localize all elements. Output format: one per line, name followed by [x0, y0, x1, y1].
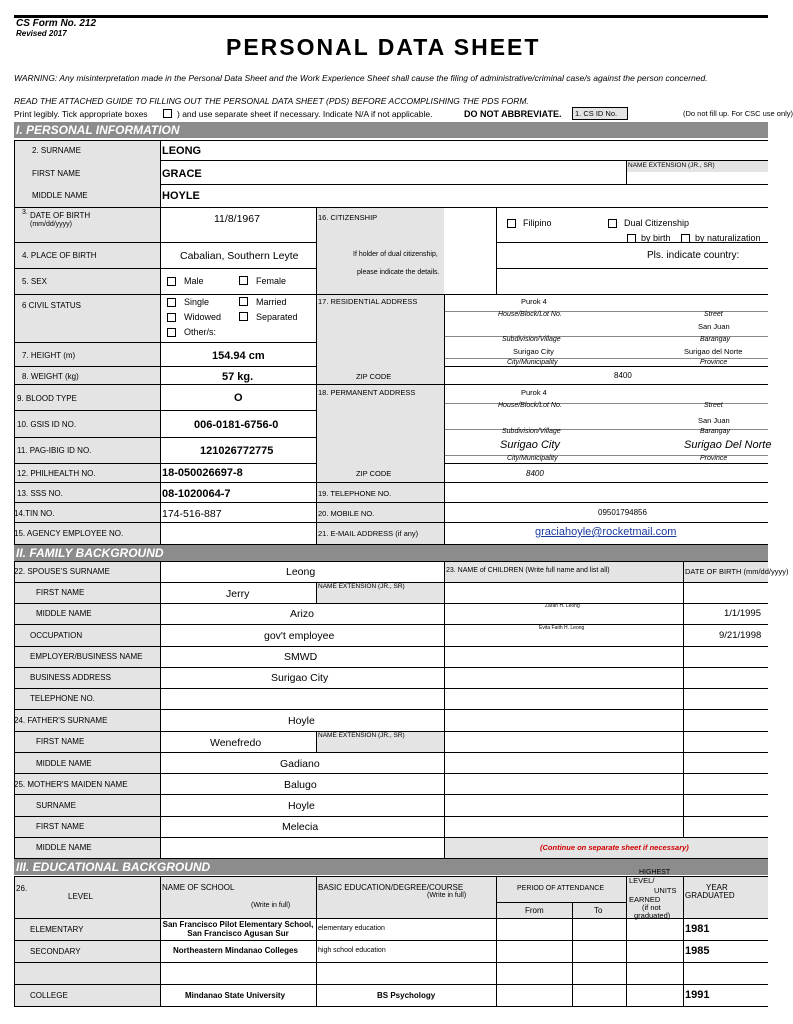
page-title: PERSONAL DATA SHEET: [226, 34, 541, 60]
section-personal-info: I. PERSONAL INFORMATION: [14, 122, 768, 138]
print-instruction-2: ) and use separate sheet if necessary. Indicate N/A if not applicable.: [177, 109, 433, 119]
mother-first-value: Melecia: [282, 821, 319, 833]
sex-label: 5. SEX: [22, 277, 47, 286]
edu-row-college-school: Mindanao State University: [185, 991, 286, 1000]
perm-zip-label: ZIP CODE: [356, 469, 392, 478]
edu-row-elementary-year: 1981: [685, 923, 710, 935]
father-middle-value: Gadiano: [280, 758, 320, 770]
edu-row-elementary-course: elementary education: [318, 925, 385, 932]
blood-type-label: 9. BLOOD TYPE: [17, 394, 77, 403]
dual-note-2: please indicate the details.: [357, 269, 440, 276]
edu-year-header-2: GRADUATED: [685, 891, 735, 900]
civil-single-label: Single: [184, 297, 210, 307]
cs-id-label: 1. CS ID No.: [575, 109, 618, 118]
pob-label: 4. PLACE OF BIRTH: [22, 251, 97, 260]
edu-course-sub: (Write in full): [427, 892, 467, 899]
perm-subd-caption: Subdivision/Village: [502, 428, 561, 435]
citizenship-filipino-checkbox[interactable]: [507, 219, 516, 228]
mother-maiden-label: 25. MOTHER'S MAIDEN NAME: [14, 780, 128, 789]
edu-units-header-2: LEVEL/: [629, 876, 655, 885]
dob-value: 11/8/1967: [214, 213, 260, 225]
perm-house-value: Purok 4: [521, 388, 547, 397]
tin-value: 174-516-887: [162, 508, 222, 520]
father-surname-label: 24. FATHER'S SURNAME: [14, 716, 108, 725]
res-address-label: 17. RESIDENTIAL ADDRESS: [318, 297, 418, 306]
res-house-value: Purok 4: [521, 297, 547, 306]
guide-text: READ THE ATTACHED GUIDE TO FILLING OUT THE PERSONAL DATA SHEET (PDS) BEFORE ACCOMPLISHING THE PDS FORM.: [14, 96, 529, 106]
spouse-surname-value: Leong: [286, 566, 316, 578]
occupation-label: OCCUPATION: [30, 631, 83, 640]
res-zip-label: ZIP CODE: [356, 372, 392, 381]
tick-sample-box: [163, 109, 172, 118]
edu-num: 26.: [16, 884, 28, 893]
middle-name-value: HOYLE: [162, 190, 200, 202]
gsis-label: 10. GSIS ID NO.: [17, 420, 77, 429]
tin-label: 14.TIN NO.: [14, 509, 55, 518]
civil-single-checkbox[interactable]: [167, 298, 176, 307]
spouse-surname-label: 22. SPOUSE'S SURNAME: [14, 567, 110, 576]
res-city-value: Surigao City: [513, 347, 554, 356]
children-header: 23. NAME of CHILDREN (Write full name and list all): [446, 567, 610, 574]
print-instruction: Print legibly. Tick appropriate boxes: [14, 109, 148, 119]
sss-label: 13. SSS NO.: [17, 489, 63, 498]
spouse-middle-label: MIDDLE NAME: [36, 609, 92, 618]
civil-status-label: 6 CIVIL STATUS: [22, 301, 81, 310]
res-city-caption: City/Municipality: [507, 359, 558, 366]
first-name-label: FIRST NAME: [32, 169, 81, 178]
perm-brgy-caption: Barangay: [700, 428, 730, 435]
business-address-label: BUSINESS ADDRESS: [30, 673, 111, 682]
edu-level-header: LEVEL: [68, 892, 93, 901]
height-value: 154.94 cm: [212, 350, 265, 362]
mother-middle-label: MIDDLE NAME: [36, 843, 92, 852]
by-birth-checkbox[interactable]: [627, 234, 636, 243]
edu-units-header-6: graduated): [634, 911, 671, 920]
civil-separated-label: Separated: [256, 312, 298, 322]
citizenship-filipino-label: Filipino: [523, 218, 552, 228]
philhealth-value: 18-050026697-8: [162, 467, 243, 479]
citizenship-dual-checkbox[interactable]: [608, 219, 617, 228]
father-first-label: FIRST NAME: [36, 737, 85, 746]
spouse-ext-label: NAME EXTENSION (JR., SR): [318, 583, 405, 590]
edu-from-header: From: [525, 906, 544, 915]
civil-married-label: Married: [256, 297, 287, 307]
res-subd-caption: Subdivision/Village: [502, 336, 561, 343]
edu-units-header-5: (if not: [642, 903, 661, 912]
cs-id-note: (Do not fill up. For CSC use only): [683, 109, 793, 118]
res-zip-value: 8400: [614, 371, 632, 380]
edu-units-header-1: HIGHEST: [639, 869, 671, 876]
sex-male-checkbox[interactable]: [167, 277, 176, 286]
employer-label: EMPLOYER/BUSINESS NAME: [30, 652, 143, 661]
perm-subd-value: San Juan: [698, 416, 730, 425]
by-naturalization-label: by naturalization: [695, 233, 761, 243]
edu-row-college-course: BS Psychology: [377, 991, 436, 1000]
first-name-value: GRACE: [162, 168, 202, 180]
child-2-name: Evita Faith H. Leong: [539, 625, 585, 631]
edu-row-college-year: 1991: [685, 989, 710, 1001]
pob-value: Cabalian, Southern Leyte: [180, 250, 299, 262]
child-2-dob: 9/21/1998: [719, 630, 762, 641]
mother-surname-value: Hoyle: [288, 800, 315, 812]
warning-text: WARNING: Any misinterpretation made in the Personal Data Sheet and the Work Experience Sheet shall cause the filing of administrative/criminal case/s against the person concerned.: [14, 73, 708, 83]
civil-separated-checkbox[interactable]: [239, 312, 248, 321]
spouse-first-label: FIRST NAME: [36, 588, 85, 597]
gsis-value: 006-0181-6756-0: [194, 419, 279, 431]
mother-first-label: FIRST NAME: [36, 822, 85, 831]
spouse-telephone-label: TELEPHONE NO.: [30, 694, 95, 703]
do-not-abbreviate: DO NOT ABBREVIATE.: [464, 109, 562, 119]
edu-school-header: NAME OF SCHOOL: [162, 883, 235, 892]
pagibig-value: 121026772775: [200, 445, 274, 457]
perm-city-caption: City/Municipality: [507, 455, 558, 462]
spouse-middle-value: Arizo: [290, 608, 314, 620]
citizenship-label: 16. CITIZENSHIP: [318, 213, 378, 222]
mother-surname-label: SURNAME: [36, 801, 77, 810]
sex-female-checkbox[interactable]: [239, 276, 248, 285]
form-id: CS Form No. 212: [16, 18, 97, 29]
father-middle-label: MIDDLE NAME: [36, 759, 92, 768]
res-province-caption: Province: [700, 359, 728, 366]
blood-type-value: O: [234, 392, 243, 404]
edu-row-college-level: COLLEGE: [30, 991, 68, 1000]
agency-no-label: 15. AGENCY EMPLOYEE NO.: [14, 529, 124, 538]
father-ext-label: NAME EXTENSION (JR., SR): [318, 732, 405, 739]
edu-row-elementary-school: San Francisco Pilot Elementary School, San Francisco Agusan Sur: [162, 920, 314, 938]
sex-male-label: Male: [184, 276, 204, 286]
civil-married-checkbox[interactable]: [239, 297, 248, 306]
email-label: 21. E-MAIL ADDRESS (if any): [318, 529, 419, 538]
spouse-first-value: Jerry: [226, 588, 250, 600]
edu-row-secondary-year: 1985: [685, 945, 710, 957]
by-naturalization-checkbox[interactable]: [681, 234, 690, 243]
indicate-country: Pls. indicate country:: [647, 250, 740, 261]
name-ext-label: NAME EXTENSION (JR., SR): [628, 162, 715, 169]
perm-house-caption: House/Block/Lot No.: [498, 402, 562, 409]
by-birth-label: by birth: [641, 233, 671, 243]
civil-others-label: Other/s:: [184, 327, 217, 337]
occupation-value: gov't employee: [264, 630, 335, 642]
perm-city-value: Surigao City: [500, 439, 560, 451]
edu-units-header-4: EARNED: [629, 895, 661, 904]
section-family-background: II. FAMILY BACKGROUND: [14, 545, 768, 561]
child-1-dob: 1/1/1995: [724, 608, 761, 619]
dob-format: (mm/dd/yyyy): [30, 221, 72, 228]
pagibig-label: 11. PAG-IBIG ID NO.: [17, 446, 92, 455]
dob-label: DATE OF BIRTH: [30, 211, 91, 220]
height-label: 7. HEIGHT (m): [22, 351, 76, 360]
telephone-label: 19. TELEPHONE NO.: [318, 489, 392, 498]
mother-maiden-value: Balugo: [284, 779, 317, 791]
perm-province-caption: Province: [700, 455, 728, 462]
employer-value: SMWD: [284, 651, 318, 663]
perm-street-caption: Street: [704, 402, 723, 409]
continue-note: (Continue on separate sheet if necessary): [540, 843, 689, 852]
surname-value: LEONG: [162, 145, 202, 157]
children-dob-header: DATE OF BIRTH (mm/dd/yyyy): [685, 567, 789, 576]
weight-label: 8. WEIGHT (kg): [22, 372, 79, 381]
res-subd-value: San Juan: [698, 322, 730, 331]
father-first-value: Wenefredo: [210, 737, 262, 749]
form-revised: Revised 2017: [16, 29, 67, 38]
father-surname-value: Hoyle: [288, 715, 315, 727]
weight-value: 57 kg.: [222, 371, 254, 383]
mobile-value: 09501794856: [598, 508, 647, 517]
civil-widowed-label: Widowed: [184, 312, 222, 322]
res-street-caption: Street: [704, 311, 723, 318]
edu-year-header-1: YEAR: [706, 883, 728, 892]
middle-name-label: MIDDLE NAME: [32, 191, 88, 200]
sex-female-label: Female: [256, 276, 287, 286]
citizenship-dual-label: Dual Citizenship: [624, 218, 690, 228]
top-border: [14, 15, 768, 18]
dob-num: 3.: [22, 209, 28, 216]
section-educational-background: III. EDUCATIONAL BACKGROUND: [14, 859, 768, 875]
business-address-value: Surigao City: [271, 672, 329, 684]
edu-row-secondary-level: SECONDARY: [30, 947, 81, 956]
edu-period-header: PERIOD OF ATTENDANCE: [517, 885, 604, 892]
sss-value: 08-1020064-7: [162, 488, 231, 500]
res-house-caption: House/Block/Lot No.: [498, 311, 562, 318]
philhealth-label: 12. PHILHEALTH NO.: [17, 469, 96, 478]
dual-note-1: If holder of dual citizenship,: [353, 251, 438, 258]
perm-zip-value: 8400: [526, 469, 544, 478]
child-1-name: Zarah H. Leong: [545, 603, 580, 609]
perm-province-value: Surigao Del Norte: [684, 439, 772, 451]
email-value[interactable]: graciahoyle@rocketmail.com: [535, 526, 677, 538]
edu-to-header: To: [594, 906, 603, 915]
mobile-label: 20. MOBILE NO.: [318, 509, 375, 518]
civil-widowed-checkbox[interactable]: [167, 313, 176, 322]
perm-address-label: 18. PERMANENT ADDRESS: [318, 388, 416, 397]
edu-school-sub: (Write in full): [251, 902, 291, 909]
res-province-value: Surigao del Norte: [684, 347, 743, 356]
edu-row-elementary-level: ELEMENTARY: [30, 925, 84, 934]
edu-row-secondary-school: Northeastern Mindanao Colleges: [173, 946, 298, 955]
edu-course-header: BASIC EDUCATION/DEGREE/COURSE: [318, 883, 464, 892]
edu-row-secondary-course: high school education: [318, 947, 386, 954]
surname-label: 2. SURNAME: [32, 146, 81, 155]
res-brgy-caption: Barangay: [700, 336, 730, 343]
edu-units-header-3: UNITS: [654, 886, 677, 895]
civil-others-checkbox[interactable]: [167, 328, 176, 337]
